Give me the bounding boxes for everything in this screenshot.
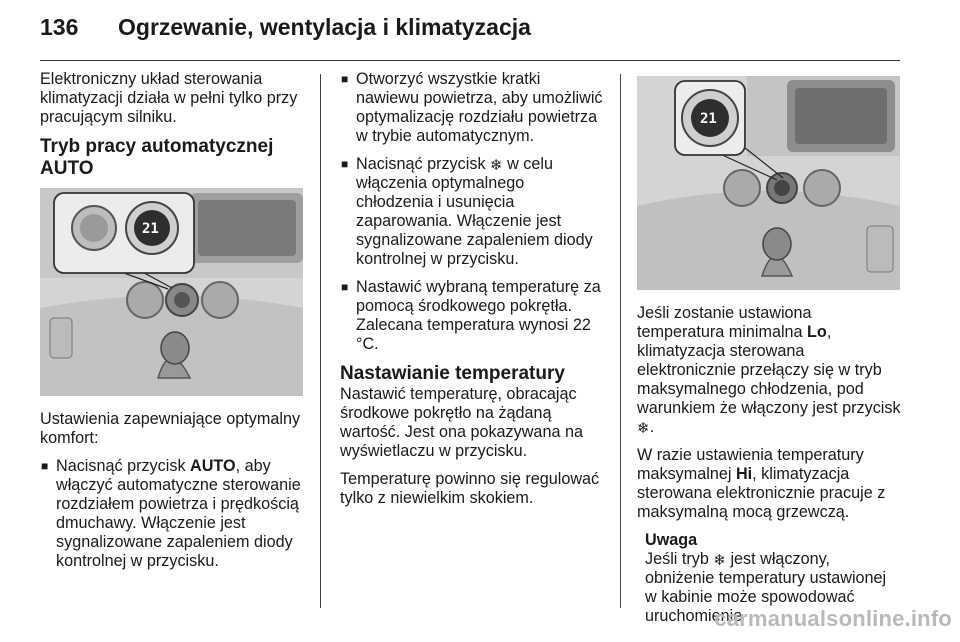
page-header: [0, 0, 960, 60]
page-title: Ogrzewanie, wentylacja i klimatyzacja: [118, 14, 531, 40]
section-heading-auto: Tryb pracy automatycznej AUTO: [40, 136, 274, 179]
dashboard-illustration-temperature: [637, 76, 900, 290]
column-3: [637, 70, 902, 626]
column-1: [40, 70, 305, 580]
display-readout: 21: [700, 111, 717, 127]
bullet-auto-button: ■ Nacisnąć przycisk AUTO, aby włączyć automatyczne sterowanie rozdziałem powietrza i prędkością dmuchawy. Włączenie jest sygnalizowane zapaleniem diody kontrolnej w przycisku.: [40, 457, 305, 571]
bullet-open-vents: ■ Otworzyć wszystkie kratki nawiewu powietrza, aby umożliwić optymalizację rozdziału powietrza w trybie automatycznym.: [340, 70, 605, 146]
column-divider-right: [620, 74, 621, 608]
ac-snowflake-icon: ❄: [637, 420, 650, 437]
temperature-knob-drawing: [637, 76, 900, 290]
dashboard-illustration-auto: [40, 188, 303, 396]
note-title: Uwaga: [645, 531, 698, 549]
bullet-set-temperature: ■ Nastawić wybraną temperaturę za pomocą środkowego pokrętła. Zalecana temperatura wynosi 22 °C.: [340, 278, 605, 354]
auto-bullet-list: [40, 457, 305, 571]
bullet-ac-button: ■ Nacisnąć przycisk ❄ w celu włączenia optymalnego chłodzenia i usunięcia zaparowania. Włączenie jest sygnalizowane zapaleniem diody kontrolnej w przycisku.: [340, 155, 605, 269]
hi-keyword: Hi: [735, 465, 753, 483]
setup-bullet-list: [340, 70, 605, 354]
note-text: Jeśli tryb ❄ jest włączony, obniżenie temperatury ustawionej w kabinie może spowodować uruchomienie: [645, 550, 887, 625]
ac-snowflake-icon: ❄: [490, 157, 503, 174]
display-readout: 21: [142, 221, 159, 237]
column-divider-left: [320, 74, 321, 608]
watermark-text: carmanualsonline.info: [714, 606, 952, 631]
min-temperature-paragraph: Jeśli zostanie ustawiona temperatura minimalna Lo, klimatyzacja sterowana elektronicznie przełączy się w tryb maksymalnego chłodzenia, pod warunkiem że włączony jest przycisk ❄.: [637, 304, 901, 437]
ac-snowflake-icon: ❄: [713, 552, 726, 569]
section-heading-temperature: Nastawianie temperatury: [340, 363, 565, 384]
page-number: 136: [40, 14, 79, 40]
climate-panel-drawing: [40, 188, 303, 396]
intro-paragraph: Elektroniczny układ sterowania klimatyzacji działa w pełni tylko przy pracującym silniku.: [40, 70, 298, 126]
column-2: [340, 70, 605, 517]
temperature-paragraph-2: Temperaturę powinno się regulować tylko z niewielkim skokiem.: [340, 470, 600, 507]
temperature-paragraph-1: Nastawić temperaturę, obracając środkowe pokrętło na żądaną wartość. Jest ona pokazywana na wyświetlaczu w przycisku.: [340, 385, 583, 460]
header-divider: [40, 60, 900, 61]
lo-keyword: Lo: [807, 323, 827, 341]
auto-keyword: AUTO: [190, 457, 236, 475]
comfort-settings-intro: Ustawienia zapewniające optymalny komfort:: [40, 410, 301, 447]
max-temperature-paragraph: W razie ustawienia temperatury maksymalnej Hi, klimatyzacja sterowana elektronicznie pracuje z maksymalną mocą grzewczą.: [637, 446, 886, 521]
